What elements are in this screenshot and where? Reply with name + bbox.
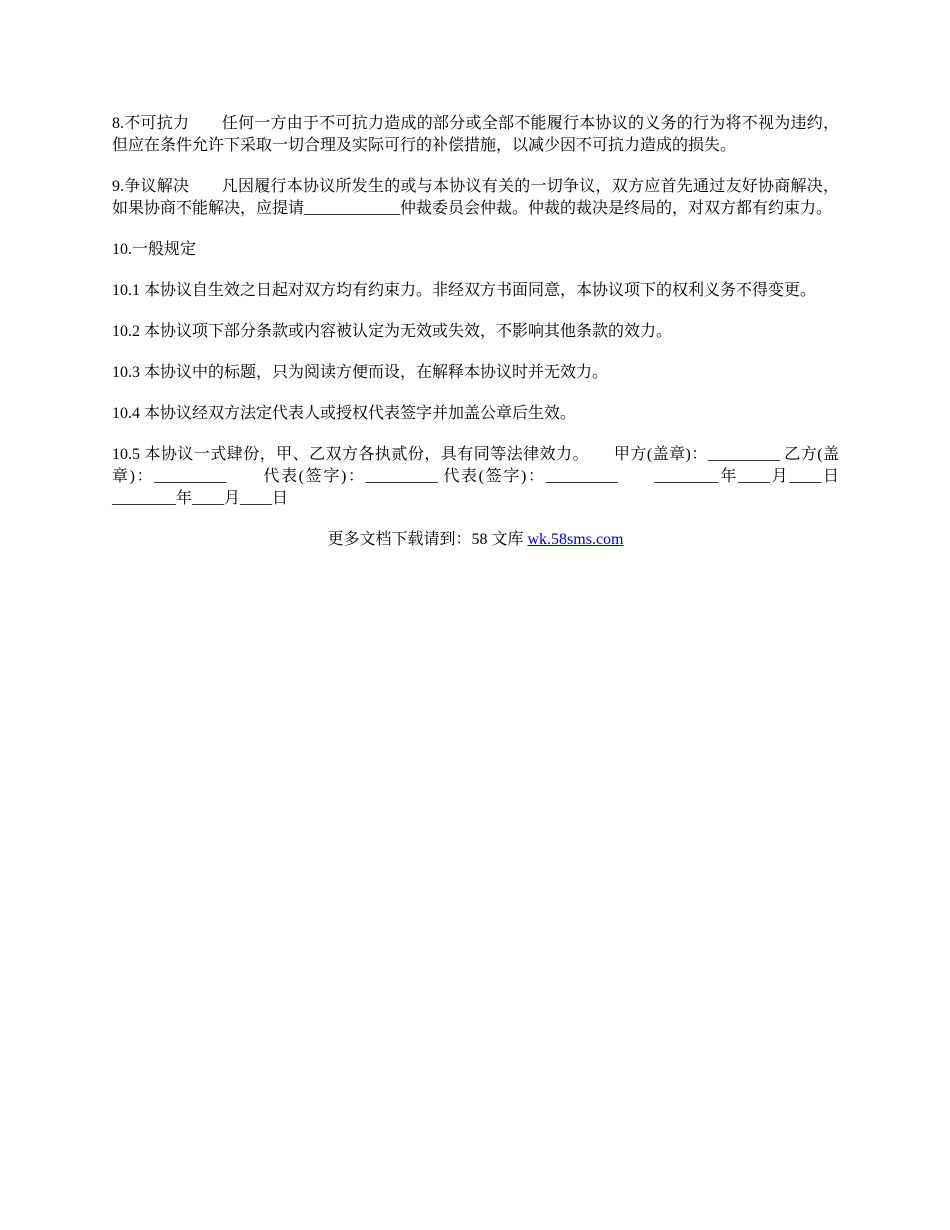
download-footer — [112, 529, 839, 551]
footer-link[interactable]: wk.58sms.com — [527, 531, 624, 548]
clause-10-2: 10.2 本协议项下部分条款或内容被认定为无效或失效，不影响其他条款的效力。 — [112, 323, 673, 340]
clause-general-provisions-heading: 10.一般规定 — [112, 241, 197, 258]
clause-dispute-resolution: 9.争议解决 凡因履行本协议所发生的或与本协议有关的一切争议，双方应首先通过友好协商解决，如果协商不能解决，应提请____________仲裁委员会仲裁。仲裁的裁决是终局的，对双方都有约束力。 — [112, 178, 839, 217]
document-page — [112, 113, 843, 551]
footer-text: 更多文档下载请到：58 文库 — [327, 531, 528, 548]
clause-force-majeure: 8.不可抗力 任何一方由于不可抗力造成的部分或全部不能履行本协议的义务的行为将不视为违约，但应在条件允许下采取一切合理及实际可行的补偿措施，以减少因不可抗力造成的损失。 — [112, 115, 839, 154]
clause-10-3: 10.3 本协议中的标题，只为阅读方便而设，在解释本协议时并无效力。 — [112, 364, 609, 381]
clause-10-5-signatures: 10.5 本协议一式肆份，甲、乙双方各执贰份，具有同等法律效力。 甲方(盖章)：_________ 乙方(盖章)：_________ 代表(签字)：_________ 代表(签字)：_________ ________年____月____日 ________年____月____日 — [112, 446, 843, 507]
clause-10-4: 10.4 本协议经双方法定代表人或授权代表签字并加盖公章后生效。 — [112, 405, 577, 422]
clause-10-1: 10.1 本协议自生效之日起对双方均有约束力。非经双方书面同意，本协议项下的权利义务不得变更。 — [112, 282, 817, 299]
